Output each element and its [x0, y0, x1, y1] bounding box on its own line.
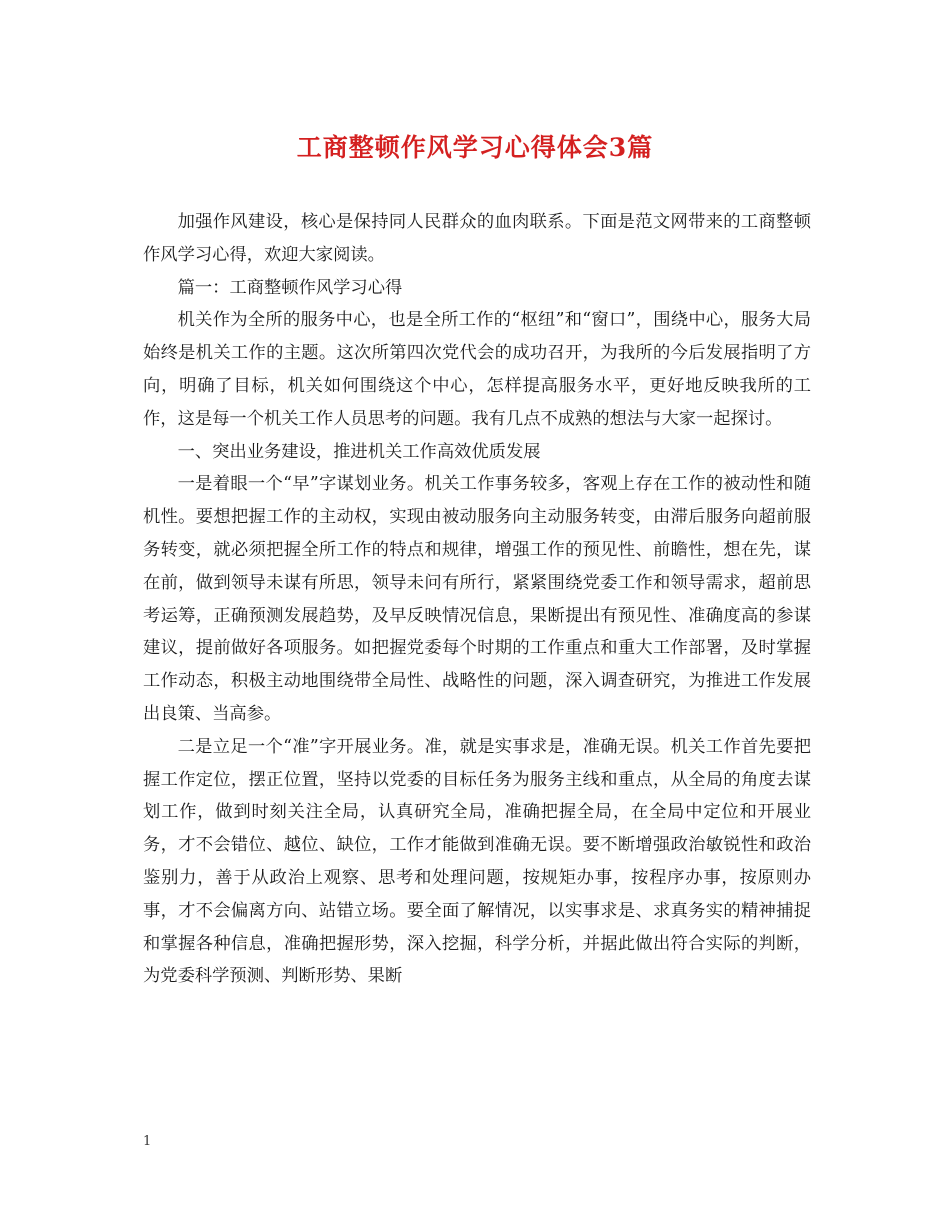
body-paragraph: 一是着眼一个“早”字谋划业务。机关工作事务较多，客观上存在工作的被动性和随机性。要想把握工作的主动权，实现由被动服务向主动服务转变，由滞后服务向超前服务转变，就必须把握全所工作的特点和规律，增强工作的预见性、前瞻性，想在先，谋在前，做到领导未谋有所思，领导未问有所行，紧紧围绕党委工作和领导需求，超前思考运筹，正确预测发展趋势，及早反映情况信息，果断提出有预见性、准确度高的参谋建议，提前做好各项服务。如把握党委每个时期的工作重点和重大工作部署，及时掌握工作动态，积极主动地围绕带全局性、战略性的问题，深入调查研究，为推进工作发展出良策、当高参。 — [143, 474, 811, 724]
subsection-heading: 一、突出业务建设，推进机关工作高效优质发展 — [177, 441, 541, 462]
document-title: 工商整顿作风学习心得体会3篇 — [296, 133, 654, 162]
section-heading: 篇一：工商整顿作风学习心得 — [177, 277, 403, 298]
document-body — [143, 206, 811, 993]
body-paragraph: 机关作为全所的服务中心，也是全所工作的“枢纽”和“窗口”，围绕中心，服务大局始终是机关工作的主题。这次所第四次党代会的成功召开，为我所的今后发展指明了方向，明确了目标，机关如何围绕这个中心，怎样提高服务水平，更好地反映我所的工作，这是每一个机关工作人员思考的问题。我有几点不成熟的想法与大家一起探讨。 — [143, 310, 811, 429]
intro-paragraph: 加强作风建设，核心是保持同人民群众的血肉联系。下面是范文网带来的工商整顿作风学习心得，欢迎大家阅读。 — [143, 212, 811, 265]
page-number: 1 — [143, 1134, 152, 1149]
body-paragraph: 二是立足一个“准”字开展业务。准，就是实事求是，准确无误。机关工作首先要把握工作定位，摆正位置，坚持以党委的目标任务为服务主线和重点，从全局的角度去谋划工作，做到时刻关注全局，认真研究全局，准确把握全局，在全局中定位和开展业务，才不会错位、越位、缺位，工作才能做到准确无误。要不断增强政治敏锐性和政治鉴别力，善于从政治上观察、思考和处理问题，按规矩办事，按程序办事，按原则办事，才不会偏离方向、站错立场。要全面了解情况，以实事求是、求真务实的精神捕捉和掌握各种信息，准确把握形势，深入挖掘，科学分析，并据此做出符合实际的判断，为党委科学预测、判断形势、果断 — [143, 736, 811, 987]
